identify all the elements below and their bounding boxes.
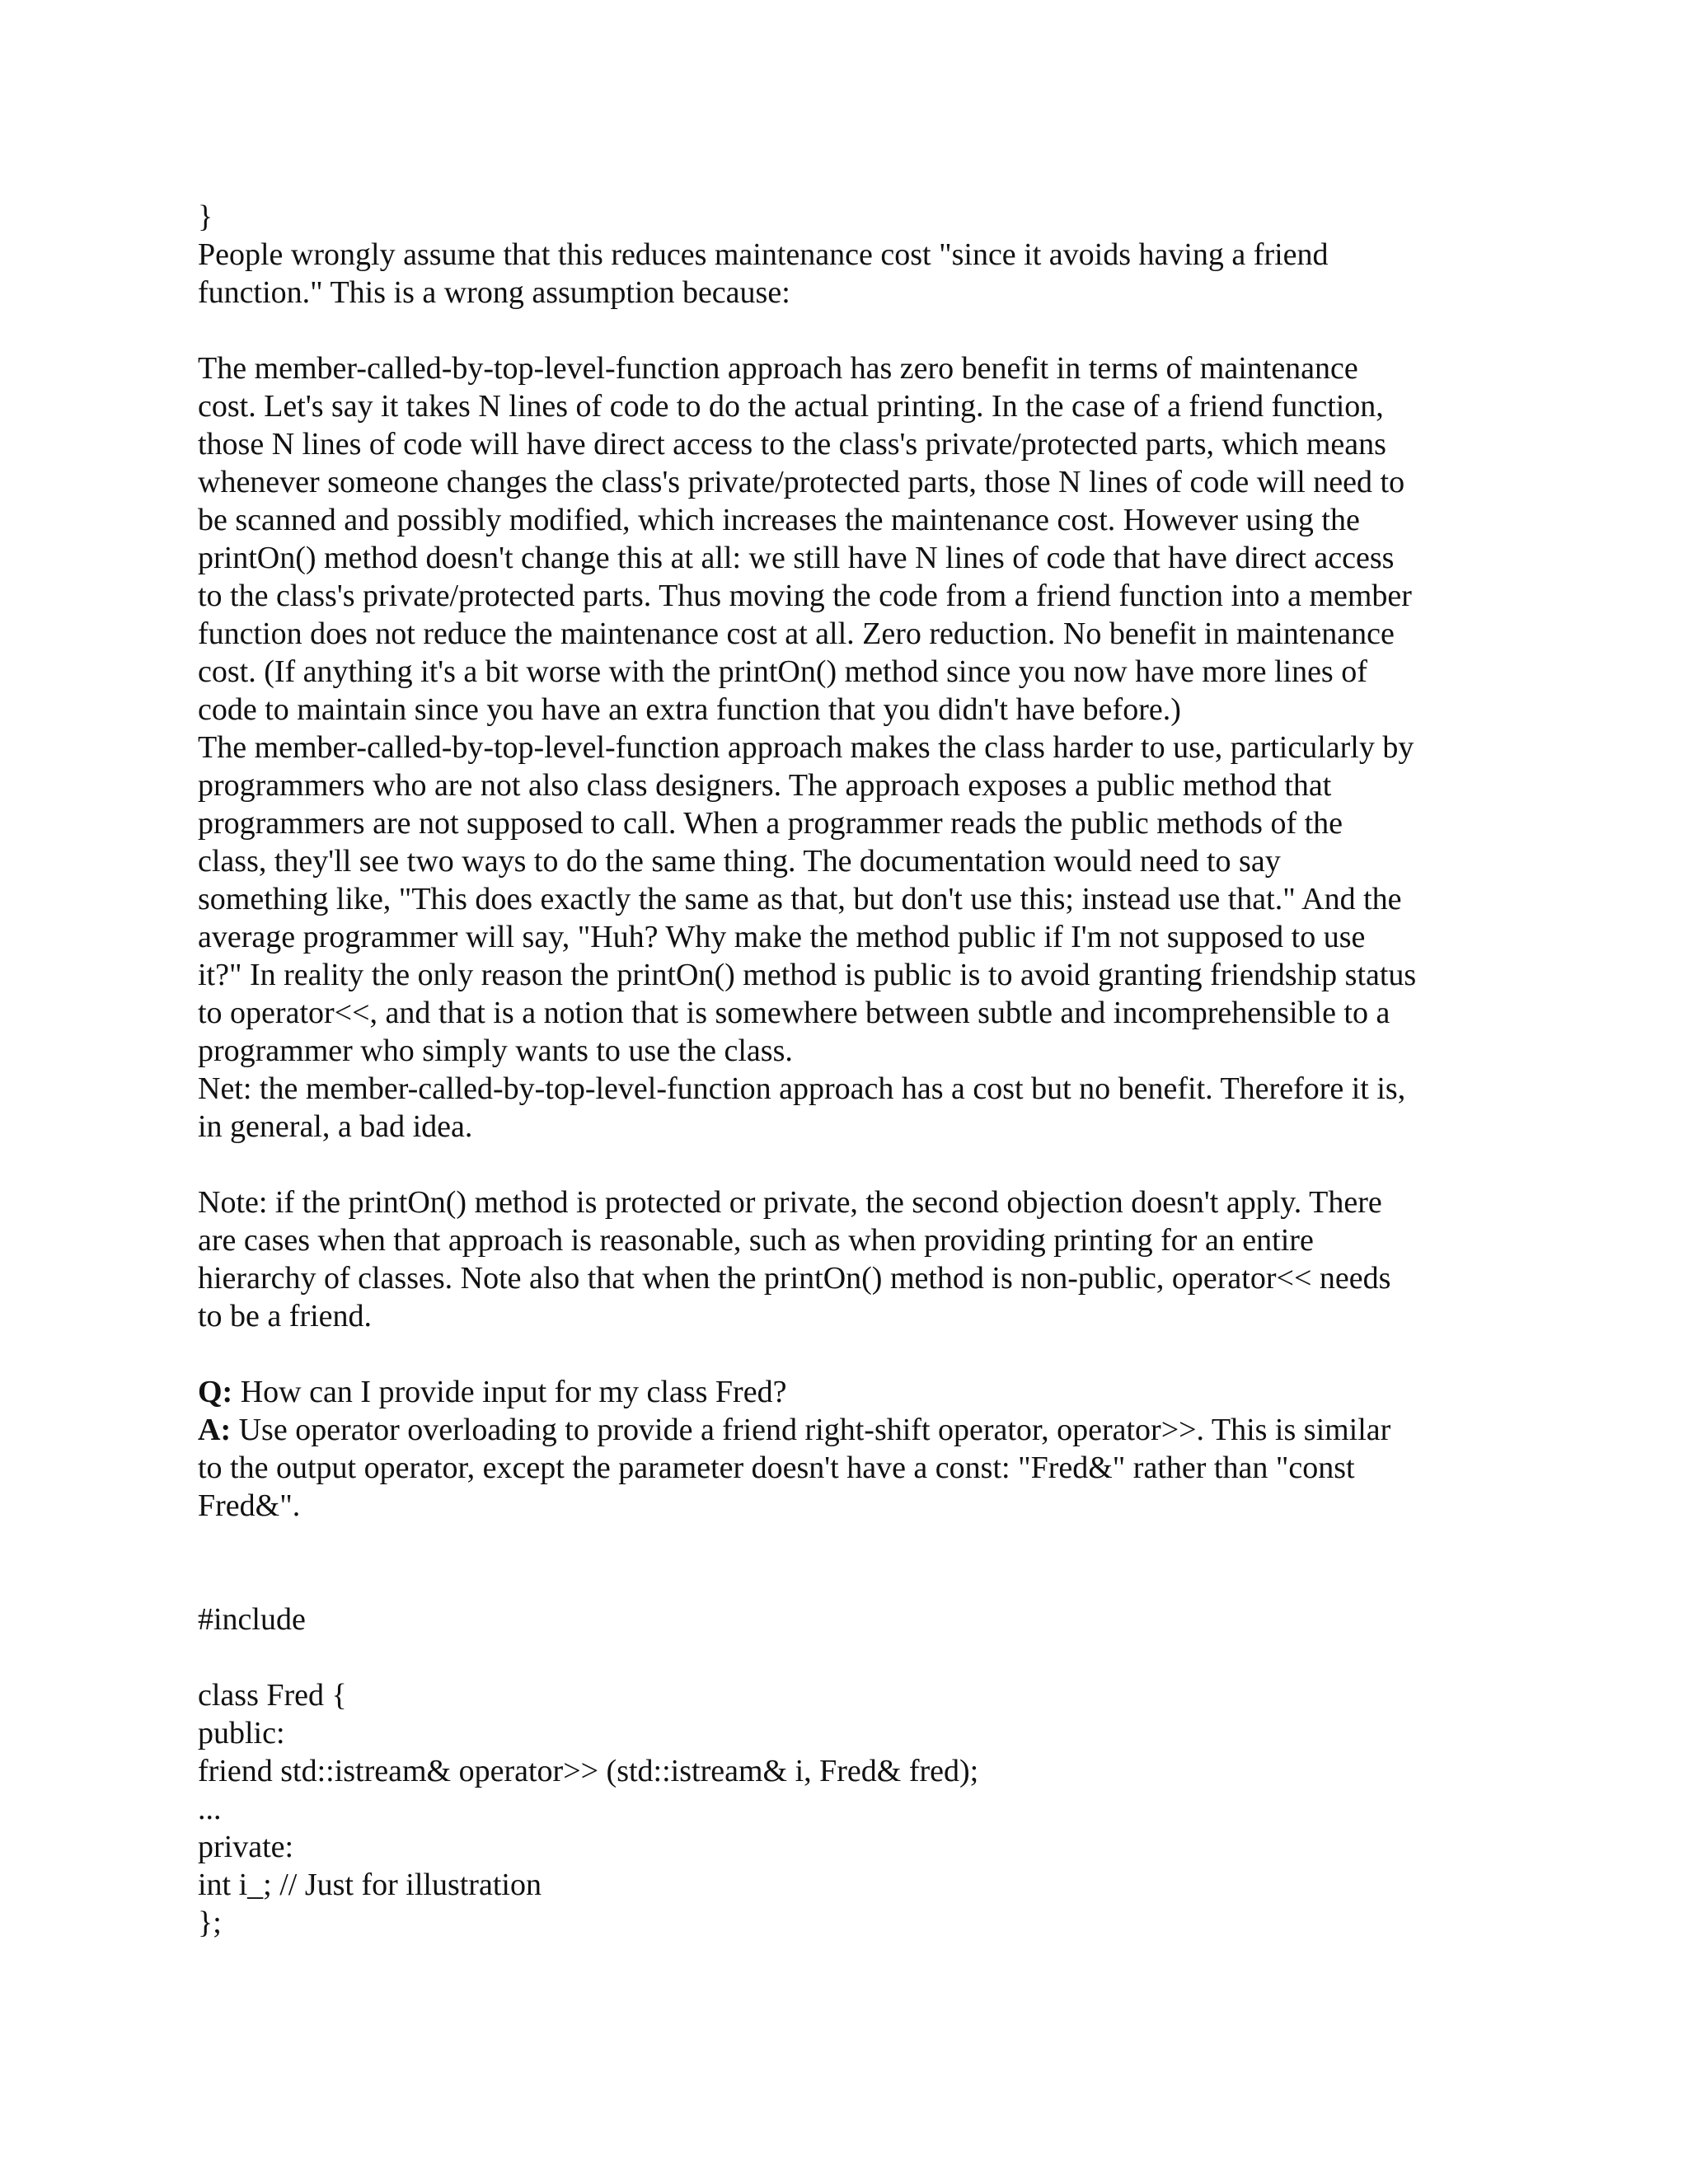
code-line: ... (198, 1792, 222, 1826)
text-line: something like, "This does exactly the same as that, but don't use this; instead use that." And the (198, 882, 1402, 916)
text-line: printOn() method doesn't change this at all: we still have N lines of code that have direct access (198, 541, 1395, 575)
text-line: are cases when that approach is reasonable, such as when providing printing for an entire (198, 1223, 1314, 1258)
question-line (198, 1373, 1517, 1411)
text-line: People wrongly assume that this reduces maintenance cost "since it avoids having a friend (198, 237, 1329, 272)
text-line: Note: if the printOn() method is protected or private, the second objection doesn't apply. There (198, 1185, 1382, 1220)
text-line: to be a friend. (198, 1299, 373, 1333)
text-line: code to maintain since you have an extra function that you didn't have before.) (198, 692, 1181, 727)
text-line: programmer who simply wants to use the class. (198, 1033, 793, 1068)
answer-text: Use operator overloading to provide a friend right-shift operator, operator>>. This is similar (231, 1413, 1391, 1447)
answer-line: Fred&". (198, 1488, 301, 1523)
text-line: hierarchy of classes. Note also that when the printOn() method is non-public, operator<< needs (198, 1261, 1391, 1296)
text-line: it?" In reality the only reason the printOn() method is public is to avoid granting friendship status (198, 958, 1417, 992)
text-line: cost. Let's say it takes N lines of code to do the actual printing. In the case of a friend function, (198, 389, 1384, 424)
text-line: to operator<<, and that is a notion that is somewhere between subtle and incomprehensible to a (198, 996, 1390, 1030)
answer-line (198, 1411, 1517, 1449)
spacer (198, 1335, 1517, 1373)
text-line: in general, a bad idea. (198, 1109, 473, 1144)
text-line: programmers are not supposed to call. When a programmer reads the public methods of the (198, 806, 1343, 841)
answer-label: A: (198, 1413, 232, 1447)
code-line: }; (198, 1905, 222, 1940)
text-line: class, they'll see two ways to do the same thing. The documentation would need to say (198, 844, 1281, 879)
document-page (198, 198, 1517, 1942)
code-sample (198, 1601, 1517, 1942)
text-line: those N lines of code will have direct access to the class's private/protected parts, which means (198, 427, 1386, 462)
text-line: whenever someone changes the class's private/protected parts, those N lines of code will need to (198, 465, 1405, 499)
code-line: class Fred { (198, 1678, 347, 1713)
text-line: function does not reduce the maintenance cost at all. Zero reduction. No benefit in maintenance (198, 616, 1395, 651)
code-line: int i_; // Just for illustration (198, 1868, 542, 1902)
text-line: Net: the member-called-by-top-level-function approach has a cost but no benefit. Therefore it is, (198, 1071, 1406, 1106)
spacer (198, 312, 1517, 349)
paragraph-note (198, 1183, 1517, 1335)
closing-brace: } (198, 199, 213, 234)
text-line: be scanned and possibly modified, which increases the maintenance cost. However using the (198, 503, 1360, 537)
text-line: function." This is a wrong assumption because: (198, 275, 790, 310)
code-line: private: (198, 1830, 294, 1864)
text-line: The member-called-by-top-level-function approach has zero benefit in terms of maintenance (198, 351, 1358, 386)
code-line: public: (198, 1716, 285, 1750)
text-line: cost. (If anything it's a bit worse with the printOn() method since you now have more lines of (198, 654, 1367, 689)
spacer (198, 1146, 1517, 1183)
spacer (198, 1638, 1517, 1676)
code-include: #include (198, 1602, 306, 1637)
question-answer (198, 1373, 1517, 1525)
question-text: How can I provide input for my class Fred? (232, 1375, 787, 1409)
code-line: friend std::istream& operator>> (std::istream& i, Fred& fred); (198, 1754, 979, 1788)
text-line: The member-called-by-top-level-function approach makes the class harder to use, particularly by (198, 730, 1414, 765)
text-line: programmers who are not also class designers. The approach exposes a public method that (198, 768, 1332, 803)
answer-line: to the output operator, except the parameter doesn't have a const: "Fred&" rather than "const (198, 1451, 1355, 1485)
paragraph-assumption (198, 236, 1517, 312)
paragraph-objections (198, 349, 1517, 1146)
text-line: average programmer will say, "Huh? Why make the method public if I'm not supposed to use (198, 920, 1366, 954)
text-line: to the class's private/protected parts. Thus moving the code from a friend function into a member (198, 579, 1412, 613)
question-label: Q: (198, 1375, 233, 1409)
spacer (198, 1525, 1517, 1601)
